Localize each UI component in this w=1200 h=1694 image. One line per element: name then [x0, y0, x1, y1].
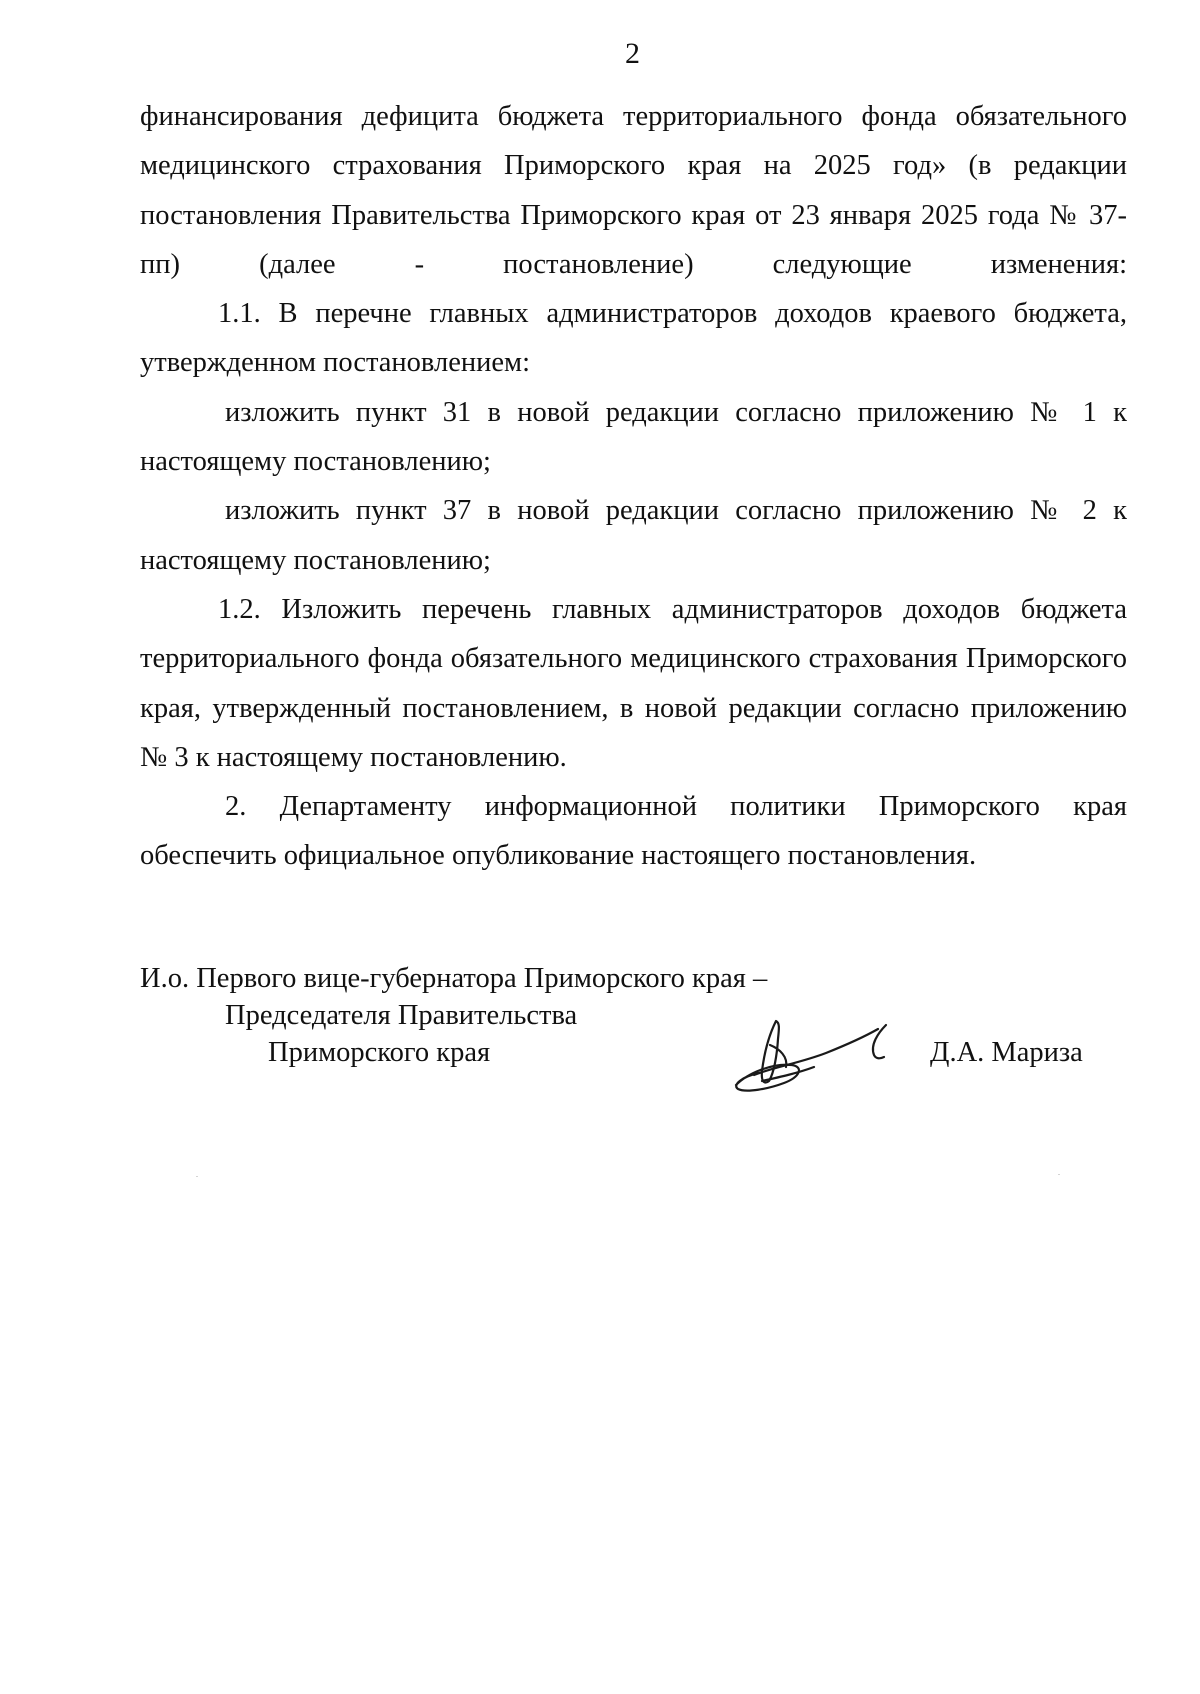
paragraph-1-2: 1.2. Изложить перечень главных администраторов доходов бюджета территориального фонда обязательного медицинского страхования Приморского края, утвержденный постановлением, в новой редакции согласно приложению № 3 к настоящему постановлению.	[140, 593, 1127, 773]
signatory-title-line-1: И.о. Первого вице-губернатора Приморского края –	[140, 963, 768, 994]
paragraph-1-1: 1.1. В перечне главных администраторов доходов краевого бюджета, утвержденном постановлением:	[140, 298, 1127, 379]
handwritten-signature-icon	[728, 1015, 898, 1105]
paragraph-2: 2. Департаменту информационной политики Приморского края обеспечить официальное опубликование настоящего постановления.	[140, 791, 1127, 872]
scan-artifact	[196, 1176, 198, 1177]
page-number: 2	[625, 37, 640, 70]
paragraph-1: финансирования дефицита бюджета территориального фонда обязательного медицинского страхования Приморского края на 2025 год» (в редакции постановления Правительства Приморского края от 23 января 2025 года № 37- пп) (далее - постановление) следующие изменения:	[140, 101, 1127, 280]
signatory-title-line-2: Председателя Правительства	[225, 1000, 578, 1031]
signature-block	[140, 960, 1140, 1080]
paragraph-item-37: изложить пункт 37 в новой редакции согласно приложению № 2 к настоящему постановлению;	[140, 495, 1127, 576]
signatory-title-line-3: Приморского края	[268, 1037, 491, 1068]
document-body	[140, 92, 1127, 881]
signatory-name: Д.А. Мариза	[930, 1037, 1083, 1068]
scan-artifact	[1058, 1174, 1060, 1175]
paragraph-item-31: изложить пункт 31 в новой редакции согласно приложению № 1 к настоящему постановлению;	[140, 396, 1127, 478]
